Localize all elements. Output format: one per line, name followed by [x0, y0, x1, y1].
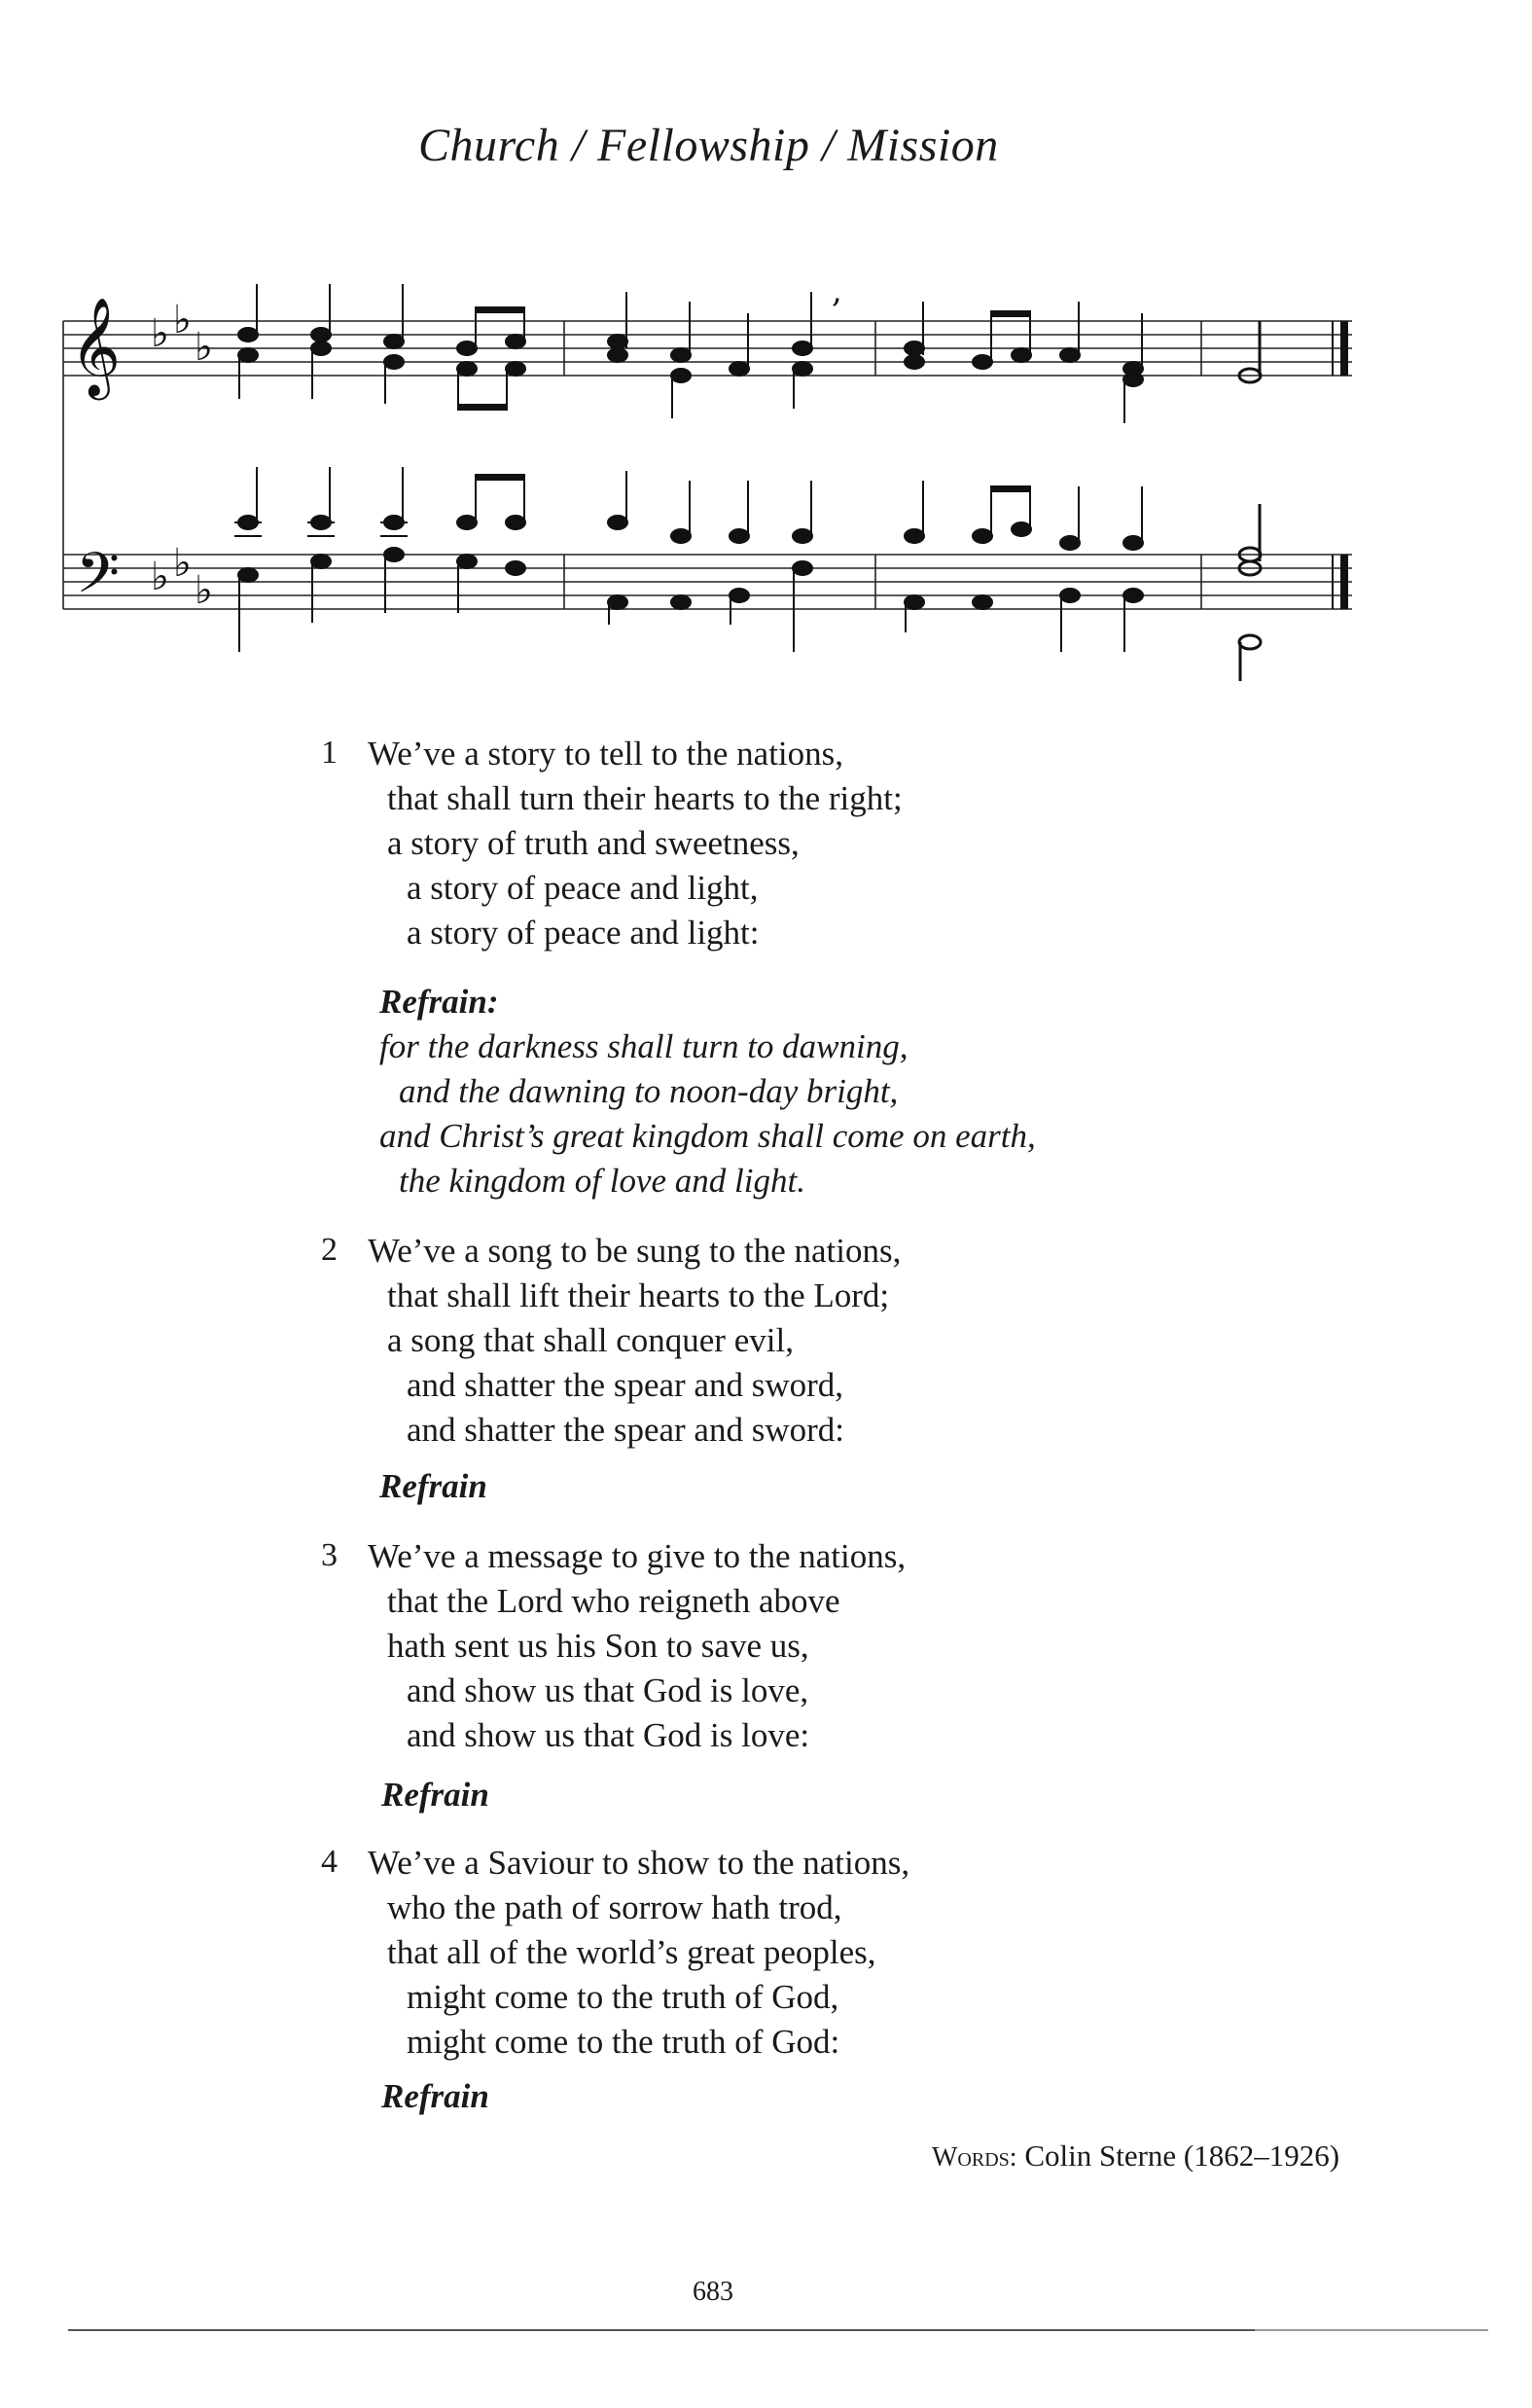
svg-text:♭: ♭	[173, 541, 192, 586]
words-credit	[932, 2138, 1339, 2174]
verse-line: that the Lord who reigneth above	[387, 1582, 840, 1620]
refrain-line: and the dawning to noon-day bright,	[399, 1072, 899, 1110]
verse-line: might come to the truth of God,	[407, 1978, 839, 2016]
refrain-label: Refrain	[379, 1467, 487, 1505]
verse-line: a story of peace and light,	[407, 869, 759, 907]
credit-label: Words:	[932, 2142, 1017, 2173]
verse-line: We’ve a story to tell to the nations,	[368, 735, 844, 773]
verse-line: and shatter the spear and sword:	[407, 1411, 844, 1449]
verse-line: a story of truth and sweetness,	[387, 824, 800, 862]
refrain-label: Refrain	[381, 2077, 489, 2115]
page-number: 683	[693, 2277, 733, 2307]
verse-line: and shatter the spear and sword,	[407, 1366, 844, 1404]
footer-rule-right	[1255, 2329, 1488, 2331]
verse-line: We’ve a Saviour to show to the nations,	[368, 1844, 910, 1882]
svg-text:♭: ♭	[195, 568, 213, 613]
verse-line: who the path of sorrow hath trod,	[387, 1888, 842, 1926]
verse-number: 3	[321, 1537, 338, 1573]
music-score	[58, 263, 1372, 681]
svg-text:♭: ♭	[151, 555, 169, 599]
section-title: Church / Fellowship / Mission	[418, 120, 999, 171]
svg-text:♭: ♭	[195, 325, 213, 370]
svg-text:,: ,	[832, 271, 842, 310]
svg-text:♭: ♭	[151, 311, 169, 356]
verse-line: that all of the world’s great peoples,	[387, 1933, 876, 1971]
svg-text:♭: ♭	[173, 298, 192, 342]
verse-number: 4	[321, 1844, 338, 1880]
verse-line: a song that shall conquer evil,	[387, 1321, 794, 1359]
refrain-line: and Christ’s great kingdom shall come on earth,	[379, 1117, 1036, 1155]
verse-line: might come to the truth of God:	[407, 2023, 840, 2061]
verse-line: and show us that God is love,	[407, 1671, 809, 1709]
verse-line: We’ve a message to give to the nations,	[368, 1537, 907, 1575]
svg-text:𝄢: 𝄢	[76, 540, 121, 620]
refrain-line: the kingdom of love and light.	[399, 1162, 805, 1200]
svg-text:𝄞: 𝄞	[70, 296, 122, 396]
verse-number: 2	[321, 1232, 338, 1268]
verse-line: We’ve a song to be sung to the nations,	[368, 1232, 902, 1270]
credit-text: Colin Sterne (1862–1926)	[1024, 2138, 1340, 2173]
refrain-line: for the darkness shall turn to dawning,	[379, 1027, 909, 1065]
verse-number: 1	[321, 735, 338, 771]
verse-line: hath sent us his Son to save us,	[387, 1627, 809, 1665]
verse-line: that shall lift their hearts to the Lord;	[387, 1276, 890, 1314]
verse-line: that shall turn their hearts to the right;	[387, 779, 903, 817]
refrain-label: Refrain	[381, 1776, 489, 1814]
verse-line: and show us that God is love:	[407, 1716, 810, 1754]
verse-line: a story of peace and light:	[407, 914, 760, 952]
refrain-heading: Refrain:	[379, 983, 499, 1021]
